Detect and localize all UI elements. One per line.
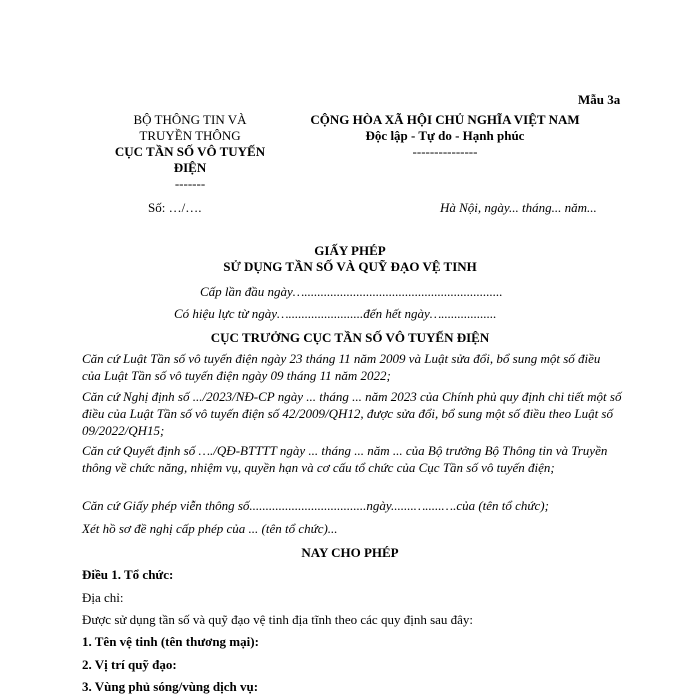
legal-basis-4: Căn cứ Giấy phép viễn thông số....................................ngày.......….....….của (tên tổ chức); — [82, 498, 549, 513]
ministry-line-2: TRUYỀN THÔNG — [139, 128, 241, 143]
article-1-heading: Điều 1. Tổ chức: — [82, 567, 174, 582]
legal-basis-1: Căn cứ Luật Tần số vô tuyến điện ngày 23 tháng 11 năm 2009 và Luật sửa đổi, bổ sung một số điều của Luật Tần số vô tuyến điện ngày 09 tháng 11 năm 2022; — [82, 351, 601, 383]
left-header-separator: ------- — [174, 176, 206, 191]
issue-date-line: Cấp lần đầu ngày…............................................................. — [200, 284, 503, 299]
right-header-separator: --------------- — [412, 144, 478, 159]
issuing-authority: CỤC TRƯỞNG CỤC TẦN SỐ VÔ TUYẾN ĐIỆN — [210, 330, 490, 345]
usage-intro: Được sử dụng tần số và quỹ đạo vệ tinh địa tĩnh theo các quy định sau đây: — [82, 612, 474, 627]
legal-basis-5: Xét hồ sơ đề nghị cấp phép của ... (tên tổ chức)... — [82, 521, 338, 536]
legal-basis-2: Căn cứ Nghị định số .../2023/NĐ-CP ngày ... tháng ... năm 2023 của Chính phủ quy định chi tiết một số điều của Luật Tần số vô tuyến điện số 42/2009/QH12, được sửa đổi, bổ sung một số điều theo Luật số 09/2022/QH15; — [82, 389, 622, 438]
item-orbital-position: 2. Vị trí quỹ đạo: — [82, 657, 177, 672]
item-coverage-area: 3. Vùng phủ sóng/vùng dịch vụ: — [82, 679, 259, 694]
national-motto: Độc lập - Tự do - Hạnh phúc — [365, 128, 525, 143]
nation-name: CỘNG HÒA XÃ HỘI CHỦ NGHĨA VIỆT NAM — [310, 112, 580, 127]
document-title: GIẤY PHÉP — [314, 243, 386, 258]
item-satellite-name: 1. Tên vệ tinh (tên thương mại): — [82, 634, 259, 649]
agency-line-1: CỤC TẦN SỐ VÔ TUYẾN — [114, 144, 266, 159]
place-and-date: Hà Nội, ngày... tháng... năm... — [440, 200, 597, 215]
grant-heading: NAY CHO PHÉP — [301, 545, 399, 560]
validity-line: Có hiệu lực từ ngày….......................đến hết ngày…................. — [174, 306, 497, 321]
form-number: Mẫu 3a — [578, 92, 621, 107]
address-label: Địa chỉ: — [82, 590, 124, 605]
agency-line-2: ĐIỆN — [173, 160, 207, 175]
document-number: Số: …/…. — [148, 200, 202, 215]
document-subtitle: SỬ DỤNG TẦN SỐ VÀ QUỸ ĐẠO VỆ TINH — [223, 259, 477, 274]
legal-basis-3: Căn cứ Quyết định số …./QĐ-BTTTT ngày ... tháng ... năm ... của Bộ trưởng Bộ Thông tin và Truyền thông về chức năng, nhiệm vụ, quyền hạn và cơ cấu tổ chức của Cục Tần số vô tuyến điện; — [82, 443, 608, 475]
ministry-line-1: BỘ THÔNG TIN VÀ — [133, 112, 247, 127]
